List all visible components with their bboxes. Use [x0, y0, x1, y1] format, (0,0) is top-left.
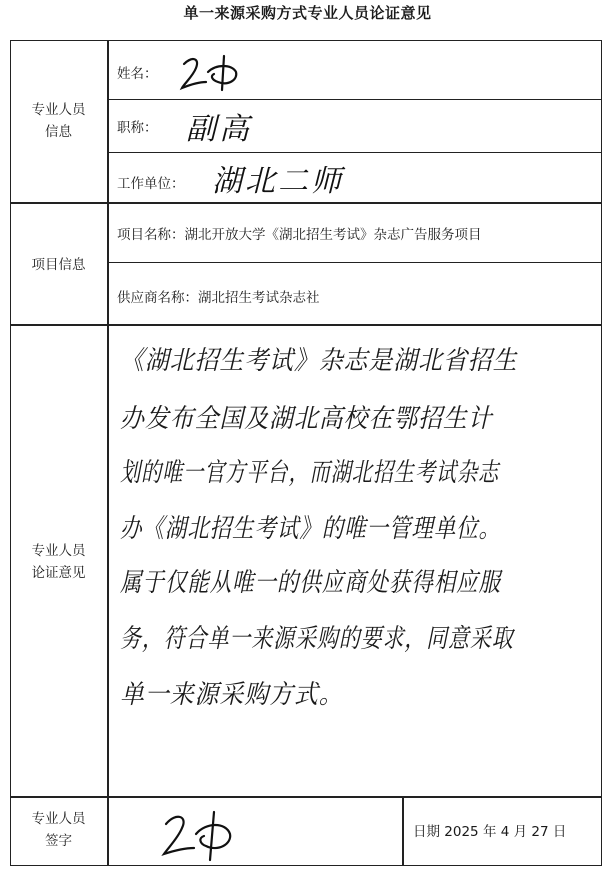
supplier-label: 供应商名称： [117, 290, 198, 306]
column-divider [107, 40, 109, 866]
opinion-text-line: 务，符合单一来源采购的要求，同意采取 [120, 624, 514, 654]
supplier-value: 湖北招生考试杂志社 [198, 290, 320, 306]
expert-info-label-line1: 专业人员 [31, 102, 86, 118]
column-divider [402, 796, 404, 866]
opinion-text-line: 《湖北招生考试》杂志是湖北省招生 [120, 346, 518, 376]
row-divider [10, 202, 602, 204]
opinion-text-line: 划的唯一官方平台，而湖北招生考试杂志 [120, 458, 500, 488]
project-name-label: 项目名称： [117, 227, 185, 243]
project-name-field [117, 223, 482, 243]
supplier-field [117, 286, 320, 306]
page-title: 单一来源采购方式专业人员论证意见 [183, 4, 432, 22]
expert-info-label-line2: 信息 [45, 124, 72, 140]
opinion-label-line1: 专业人员 [31, 543, 86, 559]
expert-signature [160, 806, 250, 862]
sign-date: 日期 2025 年 4 月 27 日 [413, 824, 567, 840]
subrow-divider [107, 152, 602, 153]
row-divider [10, 796, 602, 798]
signature-section-label [10, 808, 107, 852]
title-label: 职称： [117, 120, 158, 136]
expert-info-section-label [10, 99, 107, 143]
subrow-divider [107, 99, 602, 100]
unit-value: 湖北二师 [212, 164, 344, 199]
opinion-text-line: 单一来源采购方式。 [120, 680, 344, 710]
unit-label: 工作单位： [117, 176, 185, 192]
signature-label-line2: 签字 [45, 833, 72, 849]
title-value: 副高 [186, 112, 252, 147]
opinion-text-line: 办发布全国及湖北高校在鄂招生计 [120, 404, 493, 434]
opinion-text-line: 办《湖北招生考试》的唯一管理单位。 [120, 514, 501, 544]
name-label: 姓名： [117, 66, 158, 82]
opinion-text-line: 属于仅能从唯一的供应商处获得相应服 [120, 568, 501, 598]
opinion-section-label [10, 540, 107, 584]
name-signature [178, 52, 258, 92]
row-divider [10, 324, 602, 326]
subrow-divider [107, 262, 602, 263]
signature-label-line1: 专业人员 [31, 811, 86, 827]
project-name-value: 湖北开放大学《湖北招生考试》杂志广告服务项目 [184, 227, 482, 243]
project-info-section-label: 项目信息 [31, 257, 86, 273]
opinion-label-line2: 论证意见 [31, 565, 86, 581]
